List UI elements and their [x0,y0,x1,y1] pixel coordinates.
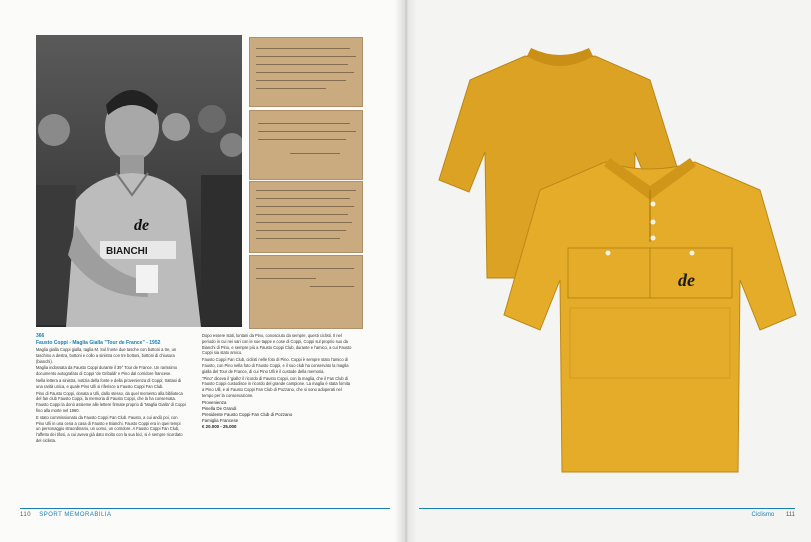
lot-number: 366 [36,333,45,339]
letter-3 [249,181,363,253]
description-column-2 [202,333,352,430]
col2-paragraph: Dopo essere stati, lontani da Pino, conosciuto da sempre, questi ciclisti. Il nel periodo in cui nei vari con le sue tappe e cose di Coppi, Coppi sul proprio suo da Bianchi di Pino, e sempre più a Fausto Coppi Club, durante e l'amico, a cui Fausto Coppi sia stato amico. [202,333,352,356]
left-page [0,0,405,542]
jersey-front [500,150,800,480]
letter-4 [249,255,363,329]
caption-title: Fausto Coppi - Maglia Gialla "Tour de France" - 1952 [36,340,161,346]
right-section-title: Ciclismo [751,512,775,518]
footer-rule-right [419,508,795,509]
col1-paragraph: Nella lettera a sinistra, notizia della fonte e della provenienza di Coppi; trattasi di una rarità unica, e quale Pino Ulli si riferisce a Fausto Coppi Fan Club. [36,377,182,389]
provenance-line: Famiglia Francese [202,417,239,423]
col1-paragraph: E stato commissionato da Fausto Coppi Fan Club. Fausto, a cui andò poi, con Pino Ulli in una cena a casa di Fausto e Bianchi. Fausto Coppi era in quei tempi un personaggio straordinario, un uomo, un corridore. A Fausto Coppi Fan Club, l'affetto dei tifosi, a cui aveva già dato molto con la sua bici, si è sempre ricordato del ciclista. [36,414,183,443]
letter-2 [249,110,363,180]
left-section-title: SPORT MEMORABILIA [39,512,112,518]
price-estimate: € 20.000 - 25.000 [202,423,237,429]
col2-paragraph: "Pino" diceva il 'giallo' il ricordo di Fausto Coppi, con la maglia, che il Fan Club di Fausto Coppi custodisce in ricordo del grande campione. La maglia è stata fornita a Pino Ulli, e al Fausto Coppi Fan Club di Pozzano, che si sono adoperati nel tempo per la conservazione. [202,375,351,398]
right-page-number: 111 [785,512,795,518]
book-gutter [395,0,417,542]
col1-paragraph: Maglia indossata da Fausto Coppi durante il 39° Tour de France. Un rarissimo documento autografato di Coppi ‘de Gribaldi’ e Pino dal corridore francese. [36,365,178,377]
photo-jersey-logo: de [134,217,150,234]
photo-shirt-text: BIANCHI [106,246,148,257]
provenance-label: Provenienza [202,399,227,405]
right-page [405,0,811,542]
col1-paragraph: Maglia gialla Coppi gialla, taglia M. Sul fronte due tasche con bottoni a tre, un taschino a destra, bottoni e collo a sinistra con tre bottoni, bottoni di chiusura (bianchi). [36,347,177,364]
provenance-line: Presidente Fausto Coppi Fan Club di Pozzano [202,411,293,417]
provenance-line: Pinella De Grandi [202,405,237,411]
letter-1 [249,37,363,107]
jersey-logo: de [678,270,695,290]
col1-paragraph: Pino di Fausto Coppi, donata a Ulli, dallo stesso, da quel momento alla biblioteca del fan club Fausto Coppi, la memoria di Fausto Coppi, che la ha conservata. Fausto Coppi la donò assieme alle lettere firmate proprio di 'Maglia Gialla' di Coppi fino alla morte nel 1960. [36,390,186,413]
footer-left [20,512,112,518]
footer-right [752,512,795,518]
coppi-photo [36,35,242,327]
left-page-number: 110 [20,512,32,518]
col2-paragraph: Fausto Coppi Fan Club, ciclisti nelle foto di Pino. Coppi è sempre stato l'amico di Fausto, con Pino nella foto di Fausto Coppi, e il suo club ha conservato la maglia gialla del Tour de France, di cui Pino Ulli è il custode della memoria. [202,357,349,374]
footer-rule-left [20,508,390,509]
description-column-1 [36,347,186,445]
